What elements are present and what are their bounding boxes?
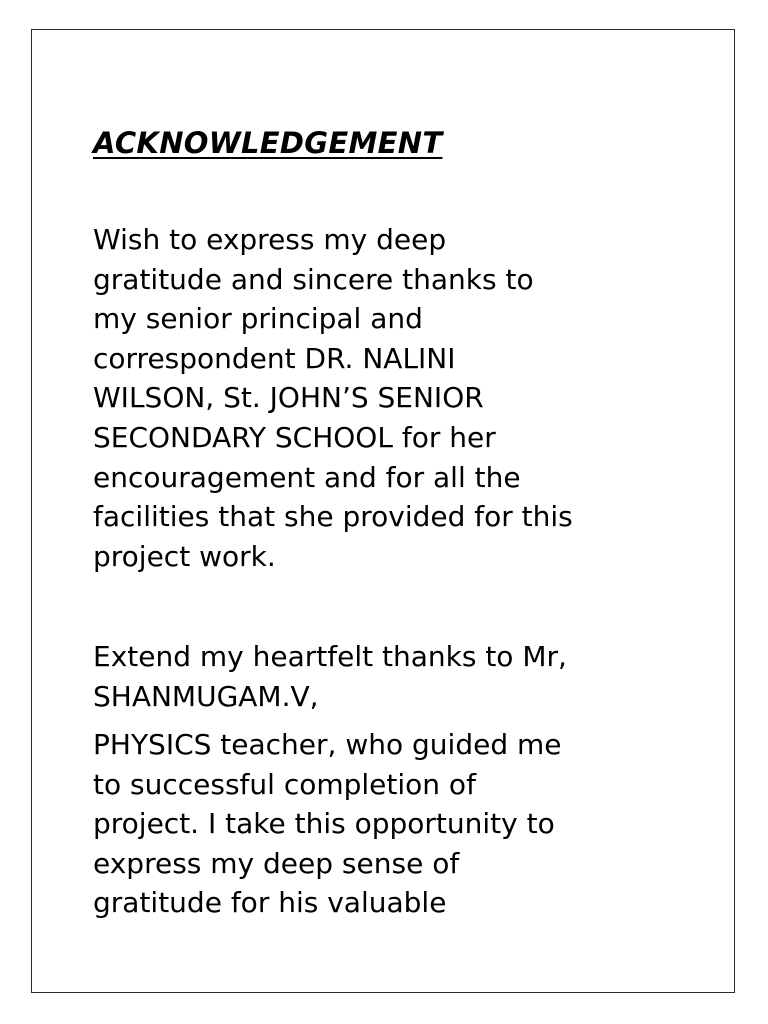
paragraph-teacher-thanks bbox=[93, 637, 693, 716]
text-line: Extend my heartfelt thanks to Mr, bbox=[93, 640, 567, 673]
text-line: SHANMUGAM.V, bbox=[93, 679, 319, 713]
document-heading: ACKNOWLEDGEMENT bbox=[93, 126, 443, 160]
text-line: gratitude for his valuable bbox=[93, 886, 447, 920]
text-line: project work. bbox=[93, 539, 276, 573]
text-line: PHYSICS teacher, who guided me bbox=[93, 728, 562, 761]
text-line: project. I take this opportunity to bbox=[93, 807, 555, 841]
text-line: encouragement and for all the bbox=[93, 460, 521, 494]
text-line: SECONDARY SCHOOL for her bbox=[93, 420, 496, 454]
text-line: WILSON, St. JOHN’S SENIOR bbox=[93, 381, 484, 415]
text-line: to successful completion of bbox=[93, 767, 476, 801]
text-line: gratitude and sincere thanks to bbox=[93, 262, 534, 296]
text-line: express my deep sense of bbox=[93, 846, 460, 880]
paragraph-principal-thanks bbox=[93, 220, 693, 576]
text-line: correspondent DR. NALINI bbox=[93, 341, 456, 375]
text-line: Wish to express my deep bbox=[93, 223, 447, 256]
text-line: facilities that she provided for this bbox=[93, 500, 573, 534]
paragraph-teacher-guidance bbox=[93, 725, 693, 923]
text-line: my senior principal and bbox=[93, 302, 423, 336]
